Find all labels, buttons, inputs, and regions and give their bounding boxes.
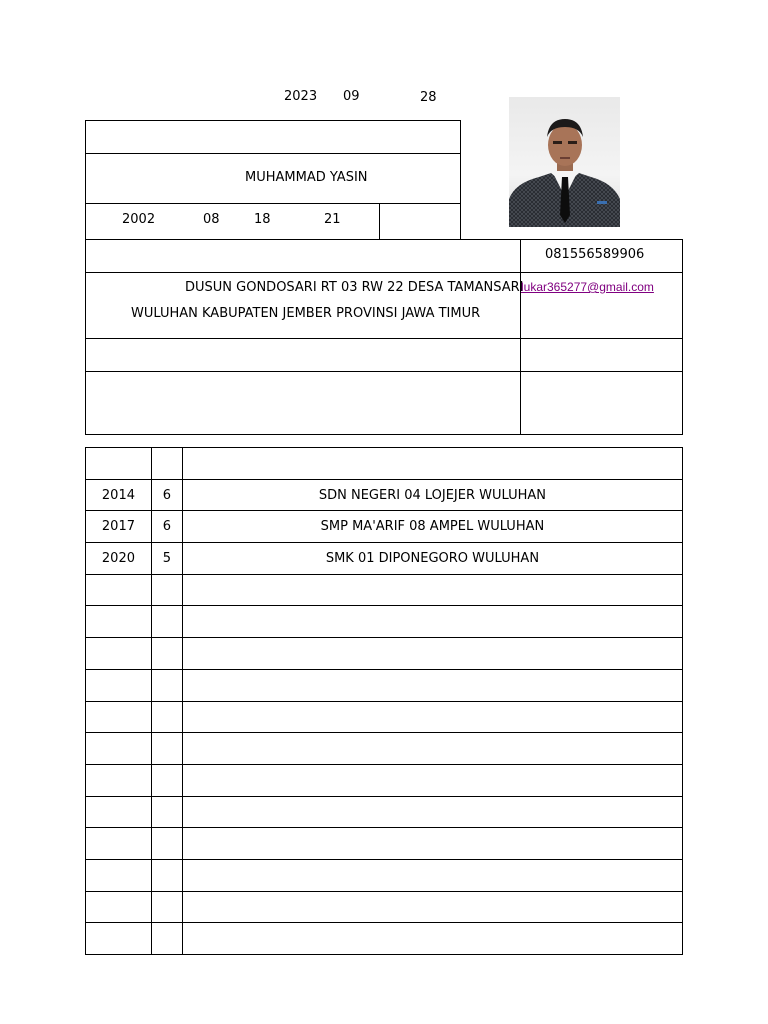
table-cell-month: [151, 733, 182, 765]
table-cell-detail: SDN NEGERI 04 LOJEJER WULUHAN: [182, 479, 682, 511]
table-header-row: [86, 448, 683, 480]
name-value: MUHAMMAD YASIN: [245, 170, 368, 185]
table-cell-detail: [182, 669, 682, 701]
table-cell-detail: [182, 891, 682, 923]
divider: [379, 203, 380, 240]
birth-month: 08: [203, 212, 220, 227]
table-row: [86, 828, 683, 860]
table-cell-month: 6: [151, 479, 182, 511]
table-cell-year: [86, 669, 152, 701]
divider: [520, 239, 521, 435]
table-cell-year: [86, 638, 152, 670]
table-cell-detail: SMK 01 DIPONEGORO WULUHAN: [182, 543, 682, 575]
header-month: [151, 448, 182, 480]
person-photo-icon: [509, 97, 620, 227]
table-cell-detail: [182, 828, 682, 860]
table-cell-year: [86, 701, 152, 733]
table-cell-year: [86, 923, 152, 955]
table-row: [86, 479, 683, 511]
table-cell-month: [151, 574, 182, 606]
table-cell-detail: [182, 859, 682, 891]
table-cell-month: [151, 606, 182, 638]
table-row: [86, 923, 683, 955]
table-cell-year: 2017: [86, 511, 152, 543]
table-row: [86, 638, 683, 670]
table-row: [86, 543, 683, 575]
phone-value: 081556589906: [545, 247, 645, 262]
date-year: 2023: [284, 89, 318, 104]
table-cell-year: 2014: [86, 479, 152, 511]
table-row: [86, 733, 683, 765]
address-line-1: DUSUN GONDOSARI RT 03 RW 22 DESA TAMANSARI: [185, 280, 524, 295]
table-cell-year: [86, 733, 152, 765]
email-link[interactable]: lukar365277@gmail.com: [521, 280, 654, 294]
birth-year: 2002: [122, 212, 156, 227]
table-row: [86, 574, 683, 606]
table-cell-year: 2020: [86, 543, 152, 575]
date-day: 28: [420, 90, 437, 105]
table-cell-month: [151, 859, 182, 891]
table-row: [86, 859, 683, 891]
table-cell-detail: [182, 796, 682, 828]
divider: [85, 371, 683, 372]
table-cell-month: [151, 638, 182, 670]
table-cell-year: [86, 796, 152, 828]
table-cell-detail: [182, 606, 682, 638]
divider: [85, 153, 461, 154]
table-cell-detail: [182, 638, 682, 670]
table-cell-month: 5: [151, 543, 182, 575]
table-cell-month: [151, 891, 182, 923]
table-cell-detail: [182, 764, 682, 796]
table-row: [86, 701, 683, 733]
table-cell-month: 6: [151, 511, 182, 543]
table-cell-month: [151, 669, 182, 701]
table-cell-year: [86, 891, 152, 923]
birth-day: 18: [254, 212, 271, 227]
table-row: [86, 796, 683, 828]
header-detail: [182, 448, 682, 480]
table-row: [86, 511, 683, 543]
divider: [85, 272, 683, 273]
table-cell-month: [151, 796, 182, 828]
table-cell-detail: [182, 701, 682, 733]
table-cell-detail: [182, 923, 682, 955]
table-cell-detail: SMP MA'ARIF 08 AMPEL WULUHAN: [182, 511, 682, 543]
table-cell-detail: [182, 733, 682, 765]
table-cell-year: [86, 606, 152, 638]
table-cell-detail: [182, 574, 682, 606]
table-row: [86, 764, 683, 796]
table-cell-month: [151, 764, 182, 796]
age-value: 21: [324, 212, 341, 227]
table-cell-year: [86, 764, 152, 796]
table-row: [86, 606, 683, 638]
table-cell-year: [86, 574, 152, 606]
table-row: [86, 891, 683, 923]
address-line-2: WULUHAN KABUPATEN JEMBER PROVINSI JAWA TIMUR: [131, 306, 481, 321]
education-table: [85, 447, 683, 955]
table-cell-month: [151, 923, 182, 955]
date-month: 09: [343, 89, 360, 104]
divider: [85, 203, 461, 204]
table-row: [86, 669, 683, 701]
header-year: [86, 448, 152, 480]
table-cell-year: [86, 828, 152, 860]
contact-section: [85, 239, 683, 435]
divider: [85, 338, 683, 339]
table-cell-year: [86, 859, 152, 891]
table-cell-month: [151, 828, 182, 860]
table-cell-month: [151, 701, 182, 733]
profile-photo: [509, 97, 620, 227]
